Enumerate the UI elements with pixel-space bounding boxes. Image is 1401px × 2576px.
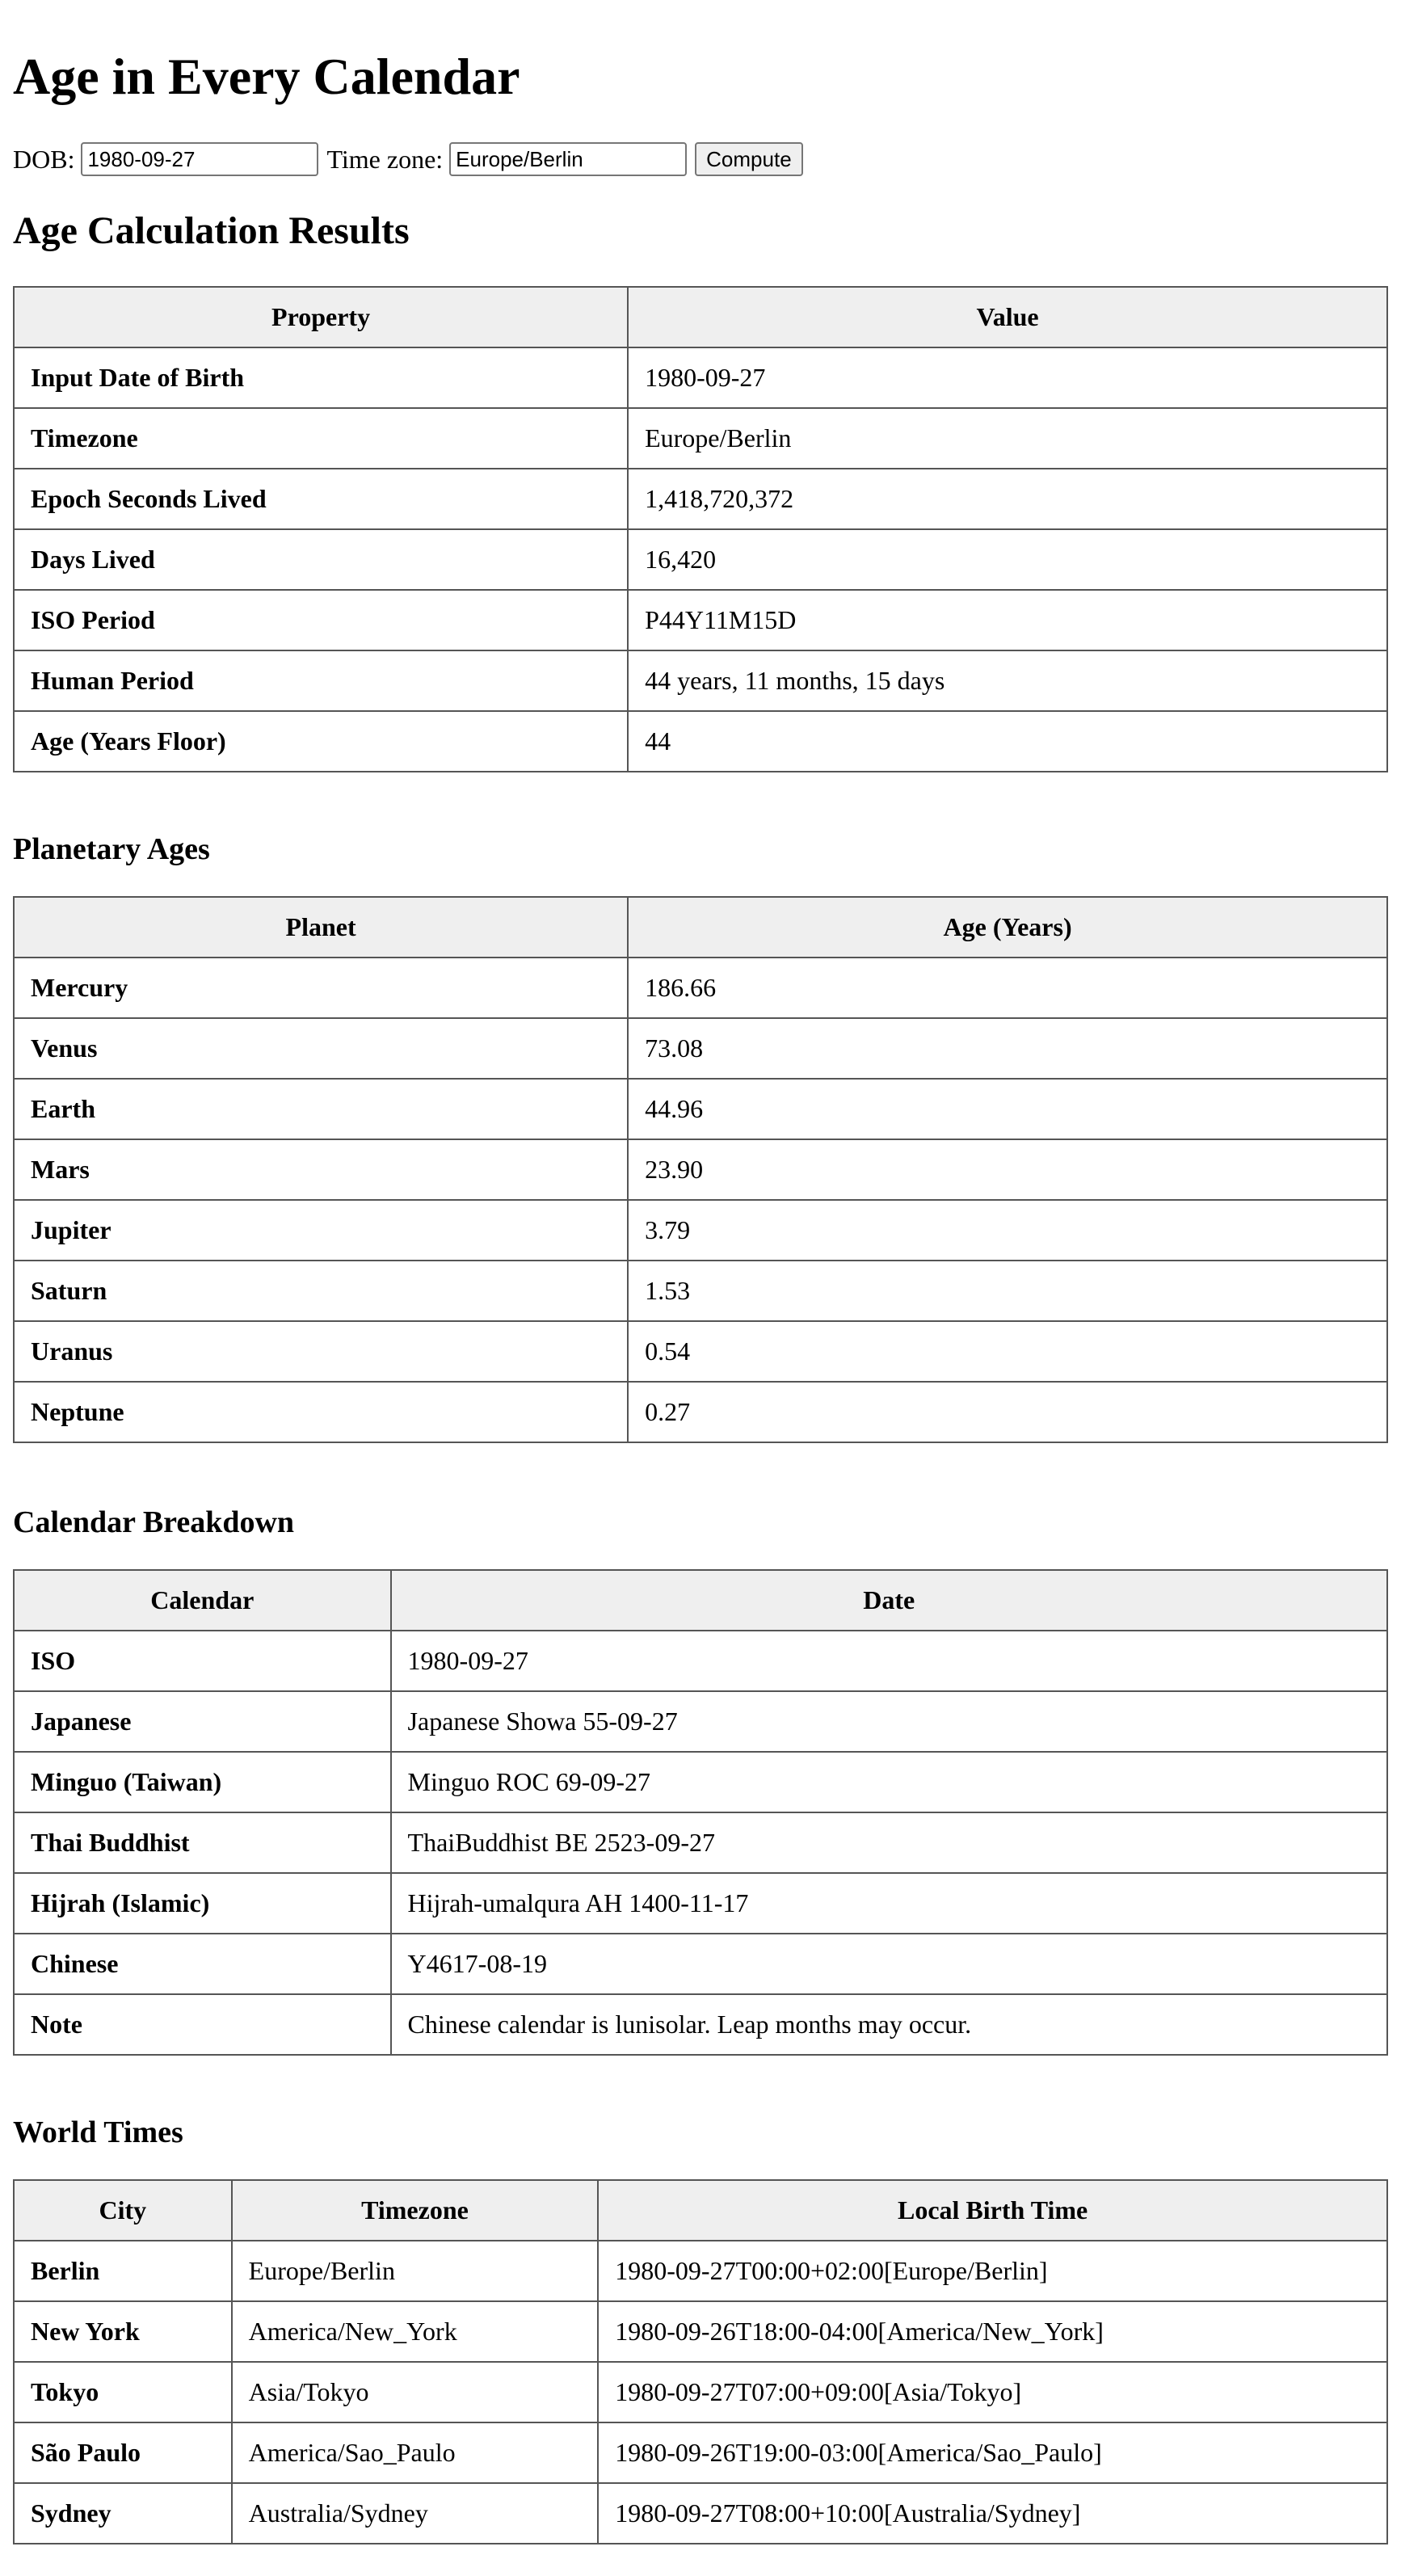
table-row	[14, 711, 1387, 772]
row-label-cell: ISO Period	[14, 590, 628, 650]
row-label-cell: Venus	[14, 1018, 628, 1079]
row-label-cell: Neptune	[14, 1382, 628, 1442]
value-cell: 73.08	[628, 1018, 1387, 1079]
value-cell: 1980-09-27T07:00+09:00[Asia/Tokyo]	[598, 2362, 1387, 2422]
table-row	[14, 1934, 1387, 1994]
value-cell: Australia/Sydney	[232, 2483, 599, 2544]
column-header: Age (Years)	[628, 897, 1387, 958]
value-cell: Japanese Showa 55-09-27	[391, 1691, 1387, 1752]
table-row	[14, 1812, 1387, 1873]
value-cell: Asia/Tokyo	[232, 2362, 599, 2422]
value-cell: America/New_York	[232, 2301, 599, 2362]
table-row	[14, 469, 1387, 529]
row-label-cell: Chinese	[14, 1934, 391, 1994]
table-row	[14, 2422, 1387, 2483]
row-label-cell: Age (Years Floor)	[14, 711, 628, 772]
timezone-input[interactable]	[449, 142, 687, 176]
column-header: Local Birth Time	[598, 2180, 1387, 2241]
planetary-table	[13, 896, 1388, 1443]
row-label-cell: Note	[14, 1994, 391, 2055]
value-cell: 44.96	[628, 1079, 1387, 1139]
table-row	[14, 590, 1387, 650]
value-cell: Chinese calendar is lunisolar. Leap months may occur.	[391, 1994, 1387, 2055]
row-label-cell: Uranus	[14, 1321, 628, 1382]
row-label-cell: Mars	[14, 1139, 628, 1200]
calendars-heading: Calendar Breakdown	[13, 1505, 295, 1539]
page-title: Age in Every Calendar	[13, 48, 520, 105]
table-row	[14, 2483, 1387, 2544]
value-cell: 16,420	[628, 529, 1387, 590]
value-cell: Hijrah-umalqura AH 1400-11-17	[391, 1873, 1387, 1934]
calendars-table	[13, 1569, 1388, 2056]
value-cell: 1980-09-27	[391, 1631, 1387, 1691]
world-table	[13, 2179, 1388, 2544]
row-label-cell: Sydney	[14, 2483, 232, 2544]
value-cell: 44	[628, 711, 1387, 772]
row-label-cell: Tokyo	[14, 2362, 232, 2422]
table-row	[14, 2241, 1387, 2301]
row-label-cell: Timezone	[14, 408, 628, 469]
row-label-cell: São Paulo	[14, 2422, 232, 2483]
table-row	[14, 1321, 1387, 1382]
value-cell: 1980-09-27T08:00+10:00[Australia/Sydney]	[598, 2483, 1387, 2544]
dob-input[interactable]	[81, 142, 318, 176]
value-cell: Europe/Berlin	[628, 408, 1387, 469]
table-row	[14, 1631, 1387, 1691]
table-row	[14, 1018, 1387, 1079]
row-label-cell: Berlin	[14, 2241, 232, 2301]
value-cell: 3.79	[628, 1200, 1387, 1261]
table-row	[14, 529, 1387, 590]
table-row	[14, 1873, 1387, 1934]
results-table	[13, 286, 1388, 772]
row-label-cell: Days Lived	[14, 529, 628, 590]
column-header: Calendar	[14, 1570, 391, 1631]
row-label-cell: Jupiter	[14, 1200, 628, 1261]
table-row	[14, 1079, 1387, 1139]
results-heading: Age Calculation Results	[13, 209, 410, 252]
dob-label: DOB:	[13, 144, 75, 174]
value-cell: 1,418,720,372	[628, 469, 1387, 529]
row-label-cell: Japanese	[14, 1691, 391, 1752]
value-cell: ThaiBuddhist BE 2523-09-27	[391, 1812, 1387, 1873]
table-row	[14, 1994, 1387, 2055]
row-label-cell: Hijrah (Islamic)	[14, 1873, 391, 1934]
column-header: Timezone	[232, 2180, 599, 2241]
value-cell: 186.66	[628, 958, 1387, 1018]
row-label-cell: Input Date of Birth	[14, 347, 628, 408]
value-cell: 0.54	[628, 1321, 1387, 1382]
value-cell: 0.27	[628, 1382, 1387, 1442]
table-row	[14, 1261, 1387, 1321]
row-label-cell: Earth	[14, 1079, 628, 1139]
row-label-cell: Minguo (Taiwan)	[14, 1752, 391, 1812]
value-cell: Minguo ROC 69-09-27	[391, 1752, 1387, 1812]
table-header-row	[14, 1570, 1387, 1631]
column-header: City	[14, 2180, 232, 2241]
table-row	[14, 1139, 1387, 1200]
row-label-cell: New York	[14, 2301, 232, 2362]
table-row	[14, 2362, 1387, 2422]
value-cell: 1980-09-26T18:00-04:00[America/New_York]	[598, 2301, 1387, 2362]
world-heading: World Times	[13, 2115, 183, 2149]
compute-button[interactable]: Compute	[695, 142, 803, 176]
table-row	[14, 650, 1387, 711]
row-label-cell: ISO	[14, 1631, 391, 1691]
value-cell: 1980-09-26T19:00-03:00[America/Sao_Paulo]	[598, 2422, 1387, 2483]
value-cell: P44Y11M15D	[628, 590, 1387, 650]
table-row	[14, 1382, 1387, 1442]
value-cell: 1980-09-27	[628, 347, 1387, 408]
value-cell: 1.53	[628, 1261, 1387, 1321]
table-header-row	[14, 897, 1387, 958]
row-label-cell: Mercury	[14, 958, 628, 1018]
value-cell: 44 years, 11 months, 15 days	[628, 650, 1387, 711]
column-header: Value	[628, 287, 1387, 347]
row-label-cell: Thai Buddhist	[14, 1812, 391, 1873]
table-row	[14, 958, 1387, 1018]
row-label-cell: Saturn	[14, 1261, 628, 1321]
column-header: Planet	[14, 897, 628, 958]
planetary-heading: Planetary Ages	[13, 832, 210, 866]
value-cell: Y4617-08-19	[391, 1934, 1387, 1994]
value-cell: Europe/Berlin	[232, 2241, 599, 2301]
table-header-row	[14, 2180, 1387, 2241]
value-cell: 23.90	[628, 1139, 1387, 1200]
row-label-cell: Human Period	[14, 650, 628, 711]
table-row	[14, 1691, 1387, 1752]
dob-form	[13, 141, 803, 178]
value-cell: America/Sao_Paulo	[232, 2422, 599, 2483]
table-row	[14, 2301, 1387, 2362]
table-row	[14, 347, 1387, 408]
timezone-label: Time zone:	[326, 144, 444, 174]
table-header-row	[14, 287, 1387, 347]
table-row	[14, 1752, 1387, 1812]
column-header: Date	[391, 1570, 1387, 1631]
row-label-cell: Epoch Seconds Lived	[14, 469, 628, 529]
table-row	[14, 1200, 1387, 1261]
column-header: Property	[14, 287, 628, 347]
table-row	[14, 408, 1387, 469]
value-cell: 1980-09-27T00:00+02:00[Europe/Berlin]	[598, 2241, 1387, 2301]
